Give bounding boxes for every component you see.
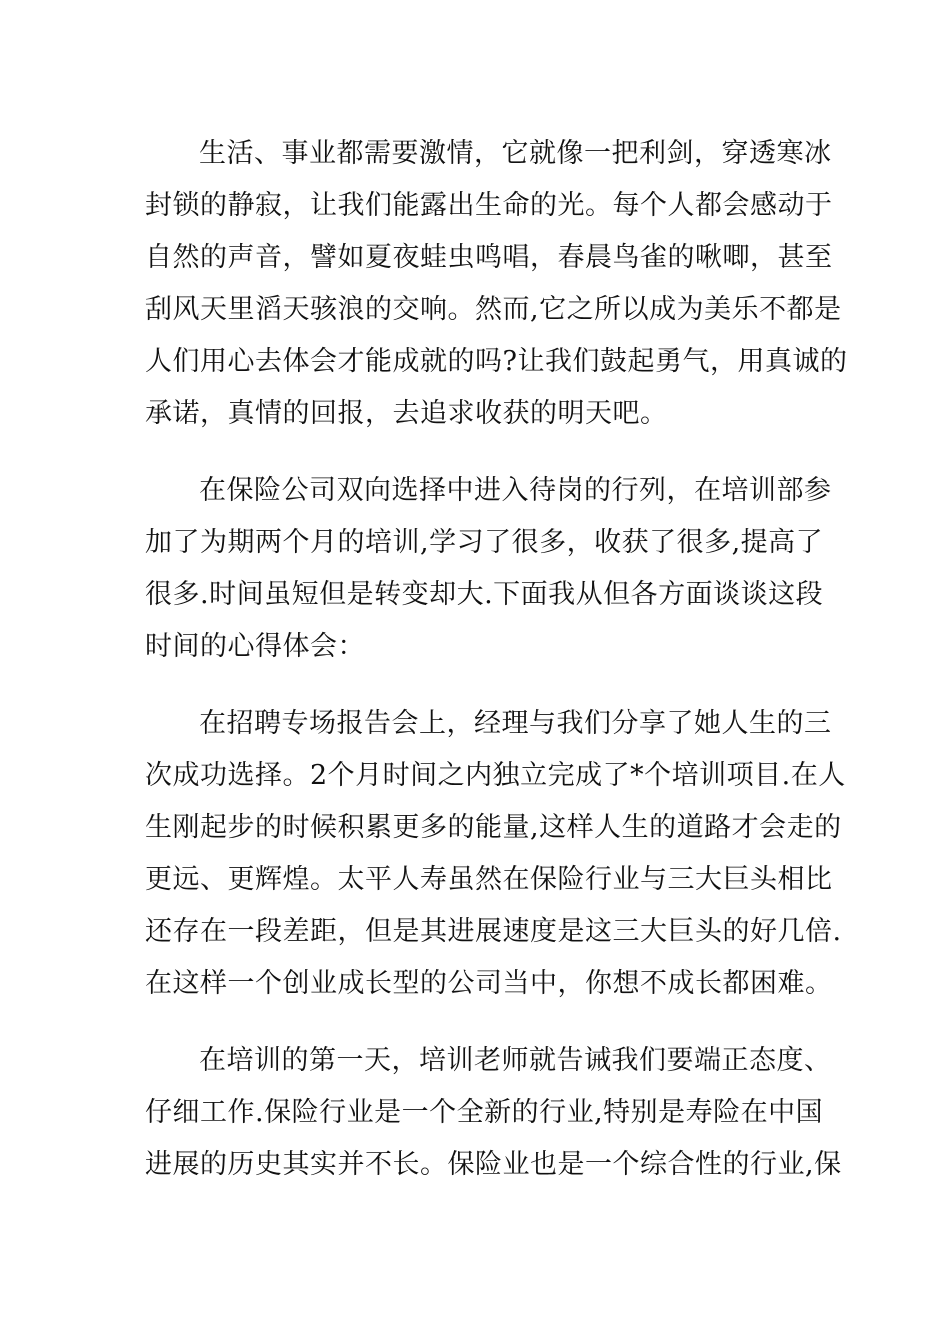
text-line: 进展的历史其实并不长。保险业也是一个综合性的行业,保 <box>145 1149 842 1180</box>
document-body <box>145 128 848 1216</box>
text-line: 在招聘专场报告会上，经理与我们分享了她人生的三 <box>199 708 832 739</box>
text-line: 自然的声音，譬如夏夜蛙虫鸣唱，春晨鸟雀的啾唧，甚至 <box>145 242 833 273</box>
text-line: 人们用心去体会才能成就的吗?让我们鼓起勇气，用真诚的 <box>145 346 848 377</box>
text-line: 在培训的第一天，培训老师就告诫我们要端正态度、 <box>199 1045 832 1076</box>
text-line: 生刚起步的时候积累更多的能量,这样人生的道路才会走的 <box>145 812 842 843</box>
text-line: 还存在一段差距，但是其进展速度是这三大巨头的好几倍. <box>145 916 842 947</box>
paragraph-4 <box>145 1035 842 1191</box>
text-line: 时间的心得体会： <box>145 631 365 662</box>
text-line: 更远、更辉煌。太平人寿虽然在保险行业与三大巨头相比 <box>145 864 833 895</box>
text-line: 加了为期两个月的培训,学习了很多，收获了很多,提高了 <box>145 527 824 558</box>
text-line: 在这样一个创业成长型的公司当中，你想不成长都困难。 <box>145 968 833 999</box>
paragraph-1 <box>145 128 848 440</box>
text-line: 仔细工作.保险行业是一个全新的行业,特别是寿险在中国 <box>145 1097 824 1128</box>
text-line: 封锁的静寂，让我们能露出生命的光。每个人都会感动于 <box>145 190 833 221</box>
text-line: 刮风天里滔天骇浪的交响。然而,它之所以成为美乐不都是 <box>145 294 842 325</box>
paragraph-3 <box>145 698 846 1010</box>
text-line: 很多.时间虽短但是转变却大.下面我从但各方面谈谈这段 <box>145 579 824 610</box>
text-line: 次成功选择。2个月时间之内独立完成了*个培训项目.在人 <box>145 760 846 791</box>
text-line: 承诺，真情的回报，去追求收获的明天吧。 <box>145 398 668 429</box>
text-line: 生活、事业都需要激情，它就像一把利剑，穿透寒冰 <box>199 138 832 169</box>
text-line: 在保险公司双向选择中进入待岗的行列，在培训部参 <box>199 475 832 506</box>
paragraph-2 <box>145 465 832 673</box>
